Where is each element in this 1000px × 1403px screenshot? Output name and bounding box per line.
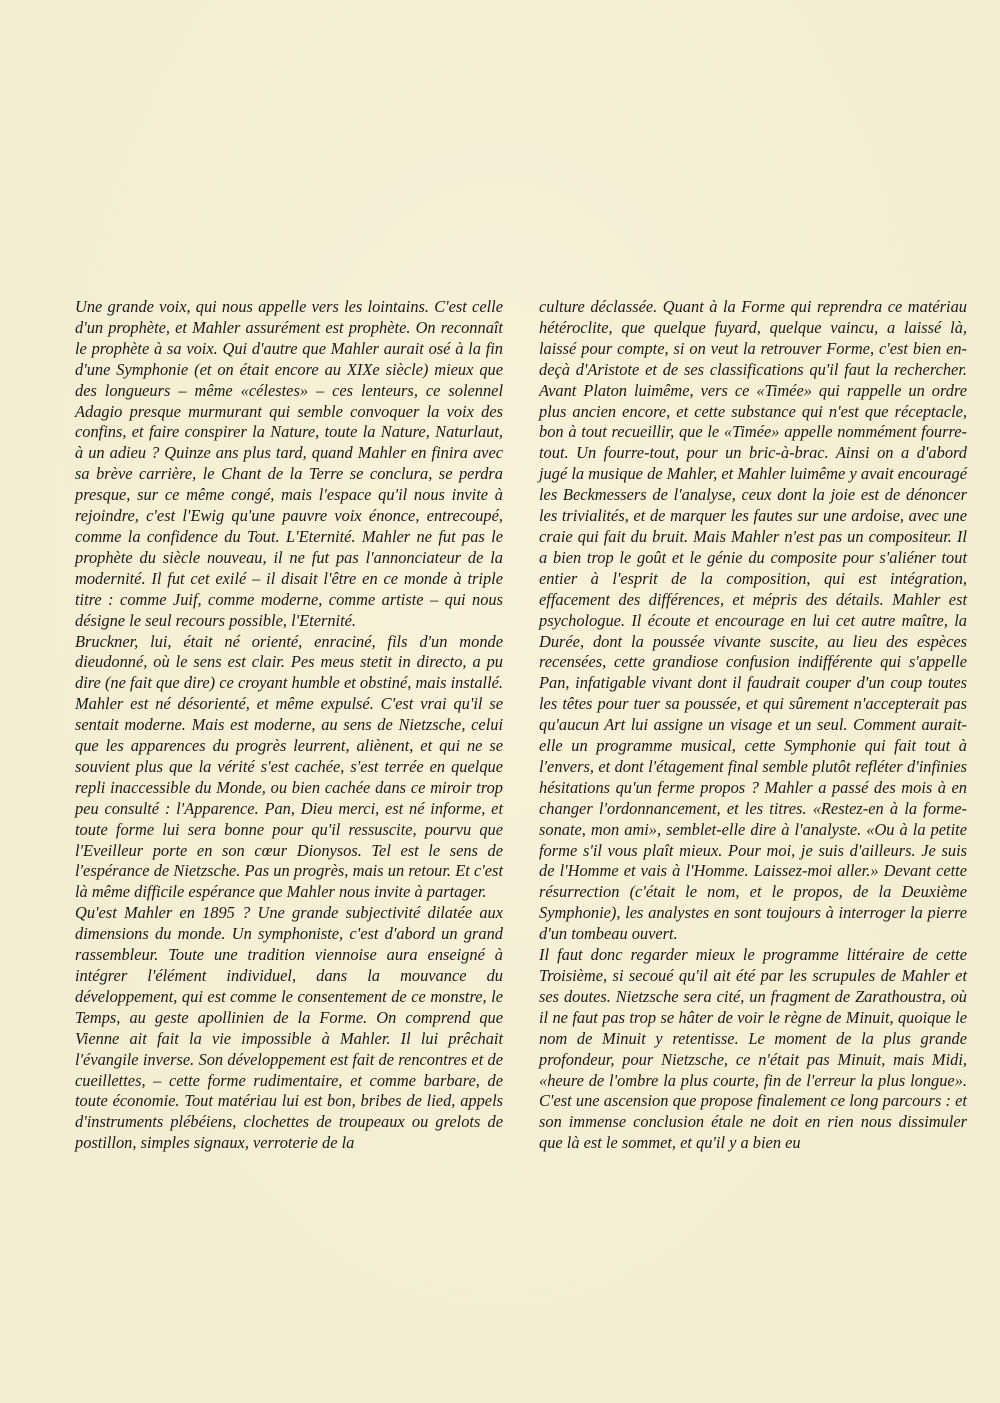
left-text-column [75,297,503,1154]
paragraph: Bruckner, lui, était né orienté, enraciné, fils d'un monde dieudonné, où le sens est clair. Pes meus stetit in directo, a pu dire (ne fait que dire) ce croyant humble et obstiné, mais installé. Mahler est né désorienté, et même expulsé. C'est vrai qu'il se sentait moderne. Mais est moderne, au sens de Nietzsche, celui que les apparences du progrès leurrent, aliènent, et qui ne se souvient plus que la vérité s'est cachée, s'est terrée en quelque repli inaccessible du Monde, ou bien cachée dans ce miroir trop peu consulté : l'Apparence. Pan, Dieu merci, est né informe, et toute forme lui sera bonne pour qu'il ressuscite, pourvu que l'Eveilleur porte en son cœur Dionysos. Tel est le sens de l'espérance de Nietzsche. Pas un progrès, mais un retour. Et c'est là même difficile espérance que Mahler nous invite à partager. [75,631,503,902]
paragraph: Une grande voix, qui nous appelle vers les lointains. C'est celle d'un prophète, et Mahler assurément est prophète. On reconnaît le prophète à sa voix. Qui d'autre que Mahler aurait osé à la fin d'une Symphonie (et on était encore au XIXe siècle) mieux que des longueurs – même «célestes» – ces lenteurs, ce solennel Adagio presque murmurant qui semble convoquer la voix des confins, et faire conspirer la Nature, toute la Nature, Naturlaut, à un adieu ? Quinze ans plus tard, quand Mahler en finira avec sa brève carrière, le Chant de la Terre se conclura, se perdra presque, sur ce même congé, mais l'espace qu'il nous invite à rejoindre, c'est l'Ewig qu'une pauvre voix énonce, entrecoupé, comme la confidence du Tout. L'Eternité. Mahler ne fut pas le prophète du siècle nouveau, il ne fut pas l'annonciateur de la modernité. Il fut cet exilé – il disait l'être en ce monde à triple titre : comme Juif, comme moderne, comme artiste – qui nous désigne le seul recours possible, l'Eternité. [75,297,503,630]
paragraph: culture déclassée. Quant à la Forme qui reprendra ce matériau hétéroclite, que quelque fuyard, quelque vaincu, a laissé là, laissé pour compte, si on veut la retrouver Forme, c'est bien en-deçà d'Aristote et de ses classifications qu'il faut la rechercher. Avant Platon luimême, vers ce «Timée» qui rappelle un ordre plus ancien encore, et cette substance qui n'est que réceptacle, bon à tout recueillir, que le «Timée» appelle nommément fourre-tout. Un fourre-tout, pour un bric-à-brac. Ainsi on a d'abord jugé la musique de Mahler, et Mahler luimême y avait encouragé les Beckmessers de l'analyse, ceux dont la joie est de dénoncer les trivialités, et de marquer les fautes sur une ardoise, avec une craie qui fait du bruit. Mais Mahler n'est pas un compositeur. Il a bien trop le goût et le génie du composite pour s'aliéner tout entier à l'esprit de la composition, qui est intégration, effacement des différences, et mépris des détails. Mahler est psychologue. Il écoute et encourage en lui cet autre maître, la Durée, dont la poussée vivante suscite, au lieu des espèces recensées, cette grandiose confusion indifférente qui s'appelle Pan, infatigable vivant dont il faudrait couper d'un coup toutes les têtes pour tuer sa poussée, et qui sûrement n'accepterait pas qu'aucun Art lui assigne un visage et un seul. Comment aurait-elle un programme musical, cette Symphonie qui fait tout à l'envers, et dont l'étagement final semble plutôt refléter d'infinies hésitations qu'un ferme propos ? Mahler a passé des mois à en changer l'ordonnancement, et les titres. «Restez-en à la forme-sonate, mon ami», semblet-elle dire à l'analyste. «Ou à la petite forme s'il vous plaît mieux. Pour moi, je suis d'ailleurs. Je suis de l'Homme et vais à l'Homme. Laissez-moi aller.» Devant cette résurrection (c'était le nom, et le propos, de la Deuxième Symphonie), les analystes en sont toujours à interroger la pierre d'un tombeau ouvert. [539,297,967,944]
right-text-column [539,297,967,1154]
paragraph: Il faut donc regarder mieux le programme littéraire de cette Troisième, si secoué qu'il ait été par les scrupules de Mahler et ses doutes. Nietzsche sera cité, un fragment de Zarathoustra, où il ne faut pas trop se hâter de voir le règne de Minuit, quoique le nom de Minuit y retentisse. Le moment de la plus grande profondeur, pour Nietzsche, ce n'était pas Minuit, mais Midi, «heure de l'ombre la plus courte, fin de l'erreur la plus longue». C'est une ascension que propose finalement ce long parcours : et son immense conclusion étale ne doit en rien nous dissimuler que là est le sommet, et qu'il y a bien eu [539,945,967,1153]
paragraph: Qu'est Mahler en 1895 ? Une grande subjectivité dilatée aux dimensions du monde. Un symphoniste, c'est d'abord un grand rassembleur. Toute une tradition viennoise aura enseigné à intégrer l'élément individuel, dans la mouvance du développement, qui est comme le consentement de ce monstre, le Temps, au geste apollinien de la Forme. On comprend que Vienne ait fait la vie impossible à Mahler. Il lui prêchait l'évangile inverse. Son développement est fait de rencontres et de cueillettes, – cette forme rudimentaire, et comme barbare, de toute économie. Tout matériau lui est bon, bribes de lied, appels d'instruments plébéiens, clochettes de troupeaux ou grelots de postillon, simples signaux, verroterie de la [75,903,503,1153]
